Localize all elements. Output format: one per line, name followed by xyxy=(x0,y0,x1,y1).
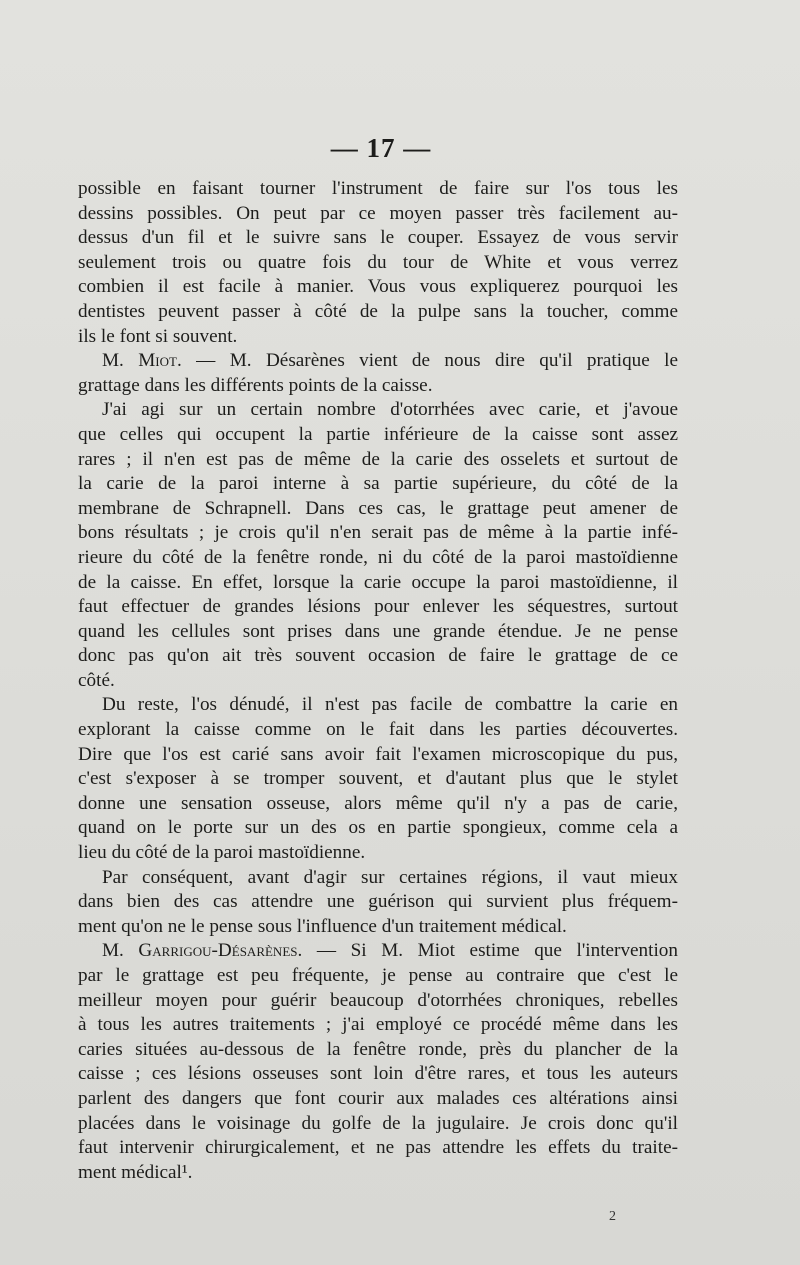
text-line xyxy=(78,1136,678,1161)
line-text: donc pas qu'on ait très souvent occasion de faire le grattage de ce xyxy=(78,645,678,667)
text-line xyxy=(78,300,678,325)
line-text: faut effectuer de grandes lésions pour enlever les séquestres, surtout xyxy=(78,596,678,618)
line-text: dans bien des cas attendre une guérison qui survient plus fréquem- xyxy=(78,891,678,913)
text-line xyxy=(78,275,678,300)
text-line xyxy=(78,1161,678,1186)
line-text: la carie de la paroi interne à sa partie supérieure, du côté de la xyxy=(78,473,678,495)
line-text: donne une sensation osseuse, alors même qu'il n'y a pas de carie, xyxy=(78,792,678,814)
text-line xyxy=(78,693,678,718)
line-text: lieu du côté de la paroi mastoïdienne. xyxy=(78,842,366,864)
text-line xyxy=(78,1112,678,1137)
text-line xyxy=(78,423,678,448)
paragraph xyxy=(78,693,678,865)
line-text: ils le font si souvent. xyxy=(78,325,238,347)
line-text: Par conséquent, avant d'agir sur certaines régions, il vaut mieux xyxy=(102,866,678,888)
text-line xyxy=(78,644,678,669)
line-text: quand on le porte sur un des os en partie spongieux, comme cela a xyxy=(78,817,678,839)
page-number: — 17 — xyxy=(330,133,432,163)
text-line xyxy=(78,620,678,645)
paragraph xyxy=(78,939,678,1185)
text-line xyxy=(78,325,678,350)
line-text: ment médical¹. xyxy=(78,1161,193,1183)
line-text: membrane de Schrapnell. Dans ces cas, le grattage peut amener de xyxy=(78,497,678,519)
paragraph xyxy=(78,177,678,349)
line-text: bons résultats ; je crois qu'il n'en serait pas de même à la partie infé- xyxy=(78,522,678,544)
text-line xyxy=(78,521,678,546)
signature-mark: 2 xyxy=(609,1209,616,1224)
text-line xyxy=(78,202,678,227)
text-line xyxy=(78,595,678,620)
text-line xyxy=(78,374,678,399)
line-text: par le grattage est peu fréquente, je pense au contraire que c'est le xyxy=(78,965,678,986)
paragraph xyxy=(78,398,678,693)
line-text: de la caisse. En effet, lorsque la carie occupe la paroi mastoïdienne, il xyxy=(78,571,678,593)
body-text xyxy=(78,177,678,1185)
line-text: dessus d'un fil et le suivre sans le couper. Essayez de vous servir xyxy=(78,227,678,249)
text-line xyxy=(78,890,678,915)
text-line xyxy=(78,915,678,940)
text-line xyxy=(78,546,678,571)
text-line xyxy=(78,1062,678,1087)
line-text: parlent des dangers que font courir aux malades ces altérations ainsi xyxy=(78,1087,678,1109)
line-text: combien il est facile à manier. Vous vous expliquerez pourquoi les xyxy=(78,276,678,298)
text-line xyxy=(78,398,678,423)
line-text: meilleur moyen pour guérir beaucoup d'otorrhées chroniques, rebelles xyxy=(78,989,678,1011)
line-text: c'est s'exposer à se tromper souvent, et d'autant plus que le stylet xyxy=(78,768,678,790)
text-line xyxy=(78,1038,678,1063)
line-text: grattage dans les différents points de la caisse. xyxy=(78,374,433,396)
line-text: rieure du côté de la fenêtre ronde, ni du côté de la paroi mastoïdienne xyxy=(78,546,678,568)
line-text: dentistes peuvent passer à côté de la pulpe sans la toucher, comme xyxy=(78,300,678,322)
line-text: explorant la caisse comme on le fait dans les parties découvertes. xyxy=(78,719,678,741)
line-text: possible en faisant tourner l'instrument de faire sur l'os tous les xyxy=(78,178,678,199)
text-line xyxy=(78,349,678,374)
text-line xyxy=(78,816,678,841)
line-text: — Si M. Miot estime que l'intervention xyxy=(302,940,678,962)
text-line xyxy=(78,718,678,743)
line-text: quand les cellules sont prises dans une grande étendue. Je ne pense xyxy=(78,620,678,642)
text-line xyxy=(78,1013,678,1038)
text-line xyxy=(78,251,678,276)
line-text: Dire que l'os est carié sans avoir fait l'examen microscopique du pus, xyxy=(78,743,678,765)
line-text: que celles qui occupent la partie inférieure de la caisse sont assez xyxy=(78,423,678,445)
line-text: placées dans le voisinage du golfe de la jugulaire. Je crois donc qu'il xyxy=(78,1112,678,1134)
line-text: côté. xyxy=(78,669,115,691)
paragraph xyxy=(78,866,678,940)
line-text: dessins possibles. On peut par ce moyen passer très facilement au- xyxy=(78,202,678,224)
line-text: — M. Désarènes vient de nous dire qu'il pratique le xyxy=(181,350,679,372)
text-line xyxy=(78,841,678,866)
text-line xyxy=(78,1087,678,1112)
speaker-name: M. Garrigou-Désarènes. xyxy=(102,940,303,962)
text-line xyxy=(78,866,678,891)
speaker-name: M. Miot. xyxy=(102,350,182,372)
text-line xyxy=(78,226,678,251)
line-text: ment qu'on ne le pense sous l'influence d'un traitement médical. xyxy=(78,915,567,937)
line-text: J'ai agi sur un certain nombre d'otorrhées avec carie, et j'avoue xyxy=(102,399,678,421)
line-text: caries situées au-dessous de la fenêtre ronde, près du plancher de la xyxy=(78,1038,678,1060)
text-line xyxy=(78,177,678,202)
text-line xyxy=(78,792,678,817)
line-text: rares ; il n'en est pas de même de la carie des osselets et surtout de xyxy=(78,448,678,470)
line-text: à tous les autres traitements ; j'ai employé ce procédé même dans les xyxy=(78,1014,678,1036)
text-line xyxy=(78,939,678,964)
text-line xyxy=(78,743,678,768)
text-line xyxy=(78,989,678,1014)
line-text: seulement trois ou quatre fois du tour de White et vous verrez xyxy=(78,251,678,273)
text-line xyxy=(78,497,678,522)
text-line xyxy=(78,964,678,989)
line-text: Du reste, l'os dénudé, il n'est pas facile de combattre la carie en xyxy=(102,694,678,716)
text-line xyxy=(78,767,678,792)
line-text: caisse ; ces lésions osseuses sont loin d'être rares, et tous les auteurs xyxy=(78,1063,678,1085)
text-line xyxy=(78,472,678,497)
paragraph xyxy=(78,349,678,398)
text-line xyxy=(78,571,678,596)
text-line xyxy=(78,669,678,694)
text-line xyxy=(78,448,678,473)
line-text: faut intervenir chirurgicalement, et ne pas attendre les effets du traite- xyxy=(78,1137,678,1159)
